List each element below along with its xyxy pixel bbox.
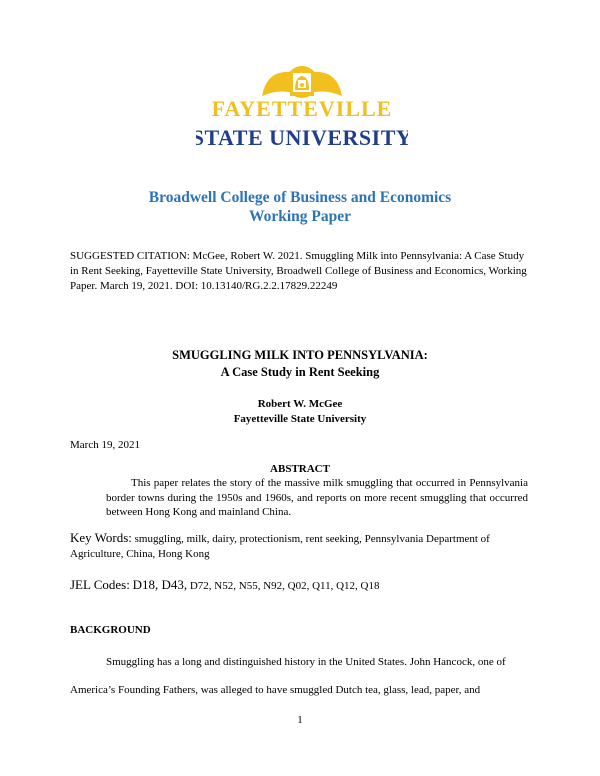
college-name: Broadwell College of Business and Economics [148, 189, 452, 206]
jel-codes [70, 576, 380, 595]
abstract-heading: ABSTRACT [270, 463, 330, 475]
jel-rest: D72, N52, N55, N92, Q02, Q11, Q12, Q18 [189, 580, 380, 592]
body-paragraph-line2: America’s Founding Fathers, was alleged to have smuggled Dutch tea, glass, lead, paper, and [70, 684, 481, 696]
author-block [0, 397, 600, 427]
paper-date: March 19, 2021 [70, 439, 140, 451]
college-header [0, 188, 600, 226]
keywords-text: smuggling, milk, dairy, protectionism, rent seeking, Pennsylvania Department of Agriculture, China, Hong Kong [70, 533, 490, 560]
page-number: 1 [297, 714, 303, 726]
series-name: Working Paper [248, 208, 352, 225]
author-affiliation: Fayetteville State University [233, 413, 367, 425]
jel-primary: D18, D43, [132, 577, 188, 592]
jel-label: JEL Codes: [70, 577, 130, 592]
background-heading: BACKGROUND [70, 624, 151, 636]
body-paragraph-line1: Smuggling has a long and distinguished history in the United States. John Hancock, one of [106, 656, 506, 668]
author-name: Robert W. McGee [257, 398, 343, 410]
suggested-citation: SUGGESTED CITATION: McGee, Robert W. 2021. Smuggling Milk into Pennsylvania: A Case Study in Rent Seeking, Fayetteville State University, Broadwell College of Business and Economics, Working Paper. March 19, 2021. DOI: 10.13140/RG.2.2.17829.22249 [70, 250, 527, 292]
university-logo [196, 66, 408, 158]
keywords-label: Key Words: [70, 530, 132, 545]
abstract-text: This paper relates the story of the massive milk smuggling that occurred in Pennsylvania border towns during the 1950s and 1960s, and reports on more recent smuggling that occurred between Hong Kong and mainland China. [106, 477, 528, 518]
logo-line1: FAYETTEVILLE [211, 96, 393, 121]
paper-title-block [0, 347, 600, 381]
paper-title: SMUGGLING MILK INTO PENNSYLVANIA: [172, 348, 428, 362]
logo-line2: STATE UNIVERSITY [196, 125, 408, 150]
keywords [70, 530, 530, 562]
paper-subtitle: A Case Study in Rent Seeking [220, 365, 380, 379]
bell-tower-seal-icon [196, 66, 408, 158]
